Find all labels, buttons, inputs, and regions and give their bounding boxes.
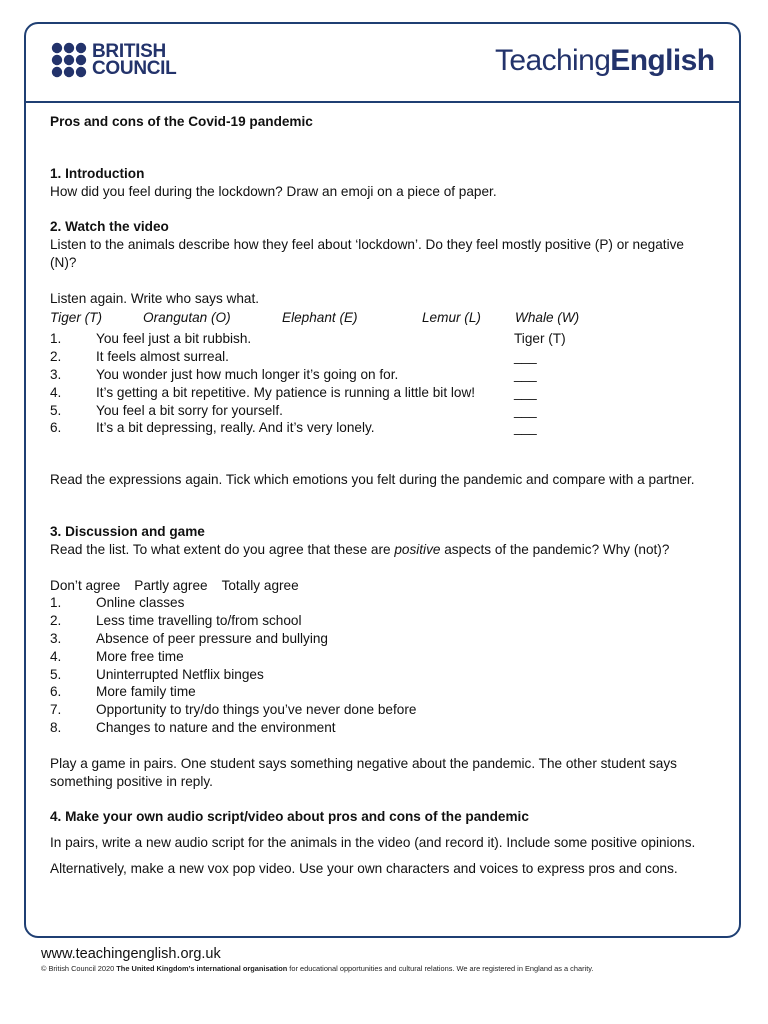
list-item: 1. Online classes xyxy=(50,595,185,611)
british-council-dots-icon xyxy=(51,42,87,78)
list-item: 6. More family time xyxy=(50,684,196,700)
list-item: 2. It feels almost surreal. ___ xyxy=(50,348,710,366)
answer-field[interactable]: ___ xyxy=(514,420,537,436)
list-item: 3. Absence of peer pressure and bullying xyxy=(50,630,328,646)
list-item: 2. Less time travelling to/from school xyxy=(50,613,302,629)
animal-elephant: Elephant (E) xyxy=(282,309,358,325)
animal-key xyxy=(50,309,710,327)
aspects-list xyxy=(50,594,710,736)
footer-copyright: © British Council 2020 The United Kingdom’s international organisation for educational opportunities and cultural relations. We are registered in England as a charity. xyxy=(41,964,594,973)
animal-lemur: Lemur (L) xyxy=(422,309,481,325)
section3-text: Read the list. To what extent do you agree that these are positive aspects of the pandemic? Why (not)? xyxy=(50,541,670,557)
listen-again-text: Listen again. Write who says what. xyxy=(50,290,260,306)
list-item: 5. Uninterrupted Netflix binges xyxy=(50,666,264,682)
agreement-scale xyxy=(50,577,710,595)
header-divider xyxy=(24,101,741,103)
section4-heading: 4. Make your own audio script/video about pros and cons of the pandemic xyxy=(50,809,529,825)
expressions-list xyxy=(50,330,710,437)
list-item: 1. You feel just a bit rubbish. Tiger (T) xyxy=(50,330,710,348)
answer-field[interactable]: ___ xyxy=(514,384,537,400)
list-item: 6. It’s a bit depressing, really. And it’s very lonely. ___ xyxy=(50,419,710,437)
page-title: Pros and cons of the Covid-19 pandemic xyxy=(50,114,313,129)
bc-line1: BRITISH xyxy=(92,41,166,62)
answer-field[interactable]: Tiger (T) xyxy=(514,331,566,347)
answer-field[interactable]: ___ xyxy=(514,366,537,382)
list-item: 4. It’s getting a bit repetitive. My patience is running a little bit low! ___ xyxy=(50,384,710,402)
section1-heading: 1. Introduction xyxy=(50,165,145,181)
british-council-logo xyxy=(51,42,176,78)
list-item: 8. Changes to nature and the environment xyxy=(50,719,336,735)
teaching-english-logo xyxy=(495,44,714,78)
te-logo-part2: English xyxy=(610,44,715,77)
animal-tiger: Tiger (T) xyxy=(50,309,102,325)
bc-line2: COUNCIL xyxy=(92,58,177,79)
section2-text: Listen to the animals describe how they feel about ‘lockdown’. Do they feel mostly positive (P) or negative (N)? xyxy=(50,237,684,270)
animal-orangutan: Orangutan (O) xyxy=(143,309,231,325)
section2-heading: 2. Watch the video xyxy=(50,219,169,235)
section4-text1: In pairs, write a new audio script for the animals in the video (and record it). Include some positive opinions. xyxy=(50,835,696,851)
list-item: 3. You wonder just how much longer it’s going on for. ___ xyxy=(50,366,710,384)
animal-whale: Whale (W) xyxy=(515,309,580,325)
british-council-wordmark xyxy=(92,43,176,77)
worksheet-content xyxy=(50,112,710,878)
scale-totally-agree: Totally agree xyxy=(221,577,299,593)
te-logo-part1: Teaching xyxy=(495,44,611,77)
list-item: 4. More free time xyxy=(50,648,184,664)
list-item: 5. You feel a bit sorry for yourself. ___ xyxy=(50,402,710,420)
answer-field[interactable]: ___ xyxy=(514,402,537,418)
section4-text2: Alternatively, make a new vox pop video. Use your own characters and voices to express pros and cons. xyxy=(50,860,678,876)
read-again-text: Read the expressions again. Tick which emotions you felt during the pandemic and compare with a partner. xyxy=(50,472,695,488)
section3-heading: 3. Discussion and game xyxy=(50,523,205,539)
game-instructions: Play a game in pairs. One student says something negative about the pandemic. The other student says something positive in reply. xyxy=(50,755,677,789)
list-item: 7. Opportunity to try/do things you’ve never done before xyxy=(50,702,417,718)
scale-dont-agree: Don’t agree xyxy=(50,577,121,593)
scale-partly-agree: Partly agree xyxy=(134,577,208,593)
footer-url[interactable]: www.teachingenglish.org.uk xyxy=(41,946,221,962)
answer-field[interactable]: ___ xyxy=(514,349,537,365)
section1-text: How did you feel during the lockdown? Draw an emoji on a piece of paper. xyxy=(50,183,497,199)
